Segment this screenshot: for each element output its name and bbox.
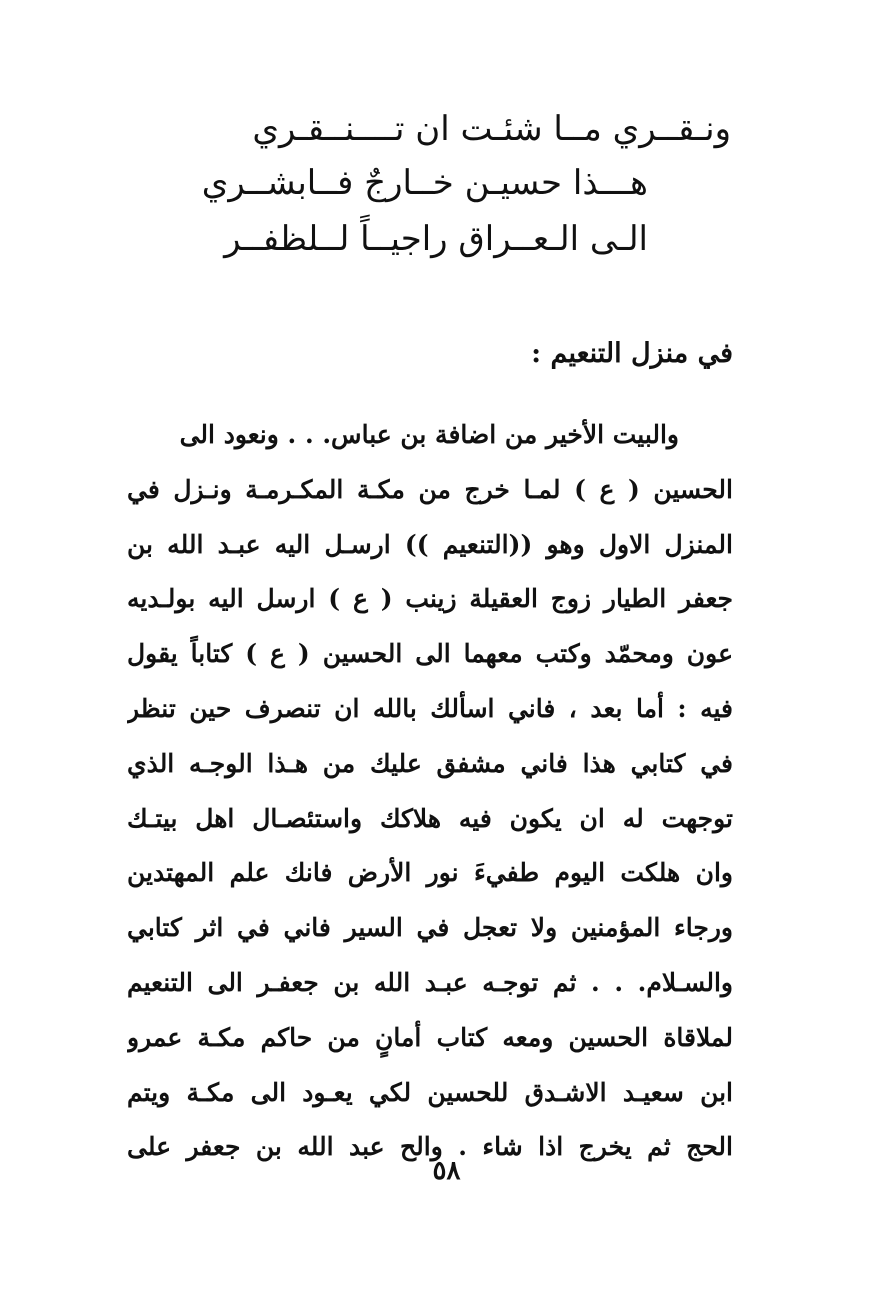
poem-line: الـى الـعــراق راجيــاً لــلظفــر — [224, 219, 648, 259]
body-text — [127, 408, 733, 1175]
body-line: عون ومحمّد وكتب معهما الى الحسين ( ع ) كتاباً يقول — [127, 639, 733, 669]
body-line: ورجاء المؤمنين ولا تعجل في السير فاني في اثر كتابي — [127, 913, 733, 943]
body-line: وان هلكت اليوم طفيءَ نور الأرض فانك علم المهتدين — [127, 858, 733, 888]
body-line: المنزل الاول وهو ((التنعيم )) ارسـل اليه عبـد الله بن — [127, 529, 733, 559]
poem-line: هـــذا حسيـن خــارجٌ فــابشــري — [201, 163, 648, 203]
page-number: ٥٨ — [432, 1156, 461, 1186]
body-line: فيه : أما بعد ، فاني اسألك بالله ان تنصرف حين تنظر — [127, 693, 733, 723]
poem-line: ونـقــري مــا شئـت ان تــــنــقـري — [252, 109, 731, 149]
body-line: جعفر الطيار زوج العقيلة زينب ( ع ) ارسل اليه بولـديه — [127, 584, 733, 614]
body-line: لملاقاة الحسين ومعه كتاب أمانٍ من حاكم مكـة عمرو — [127, 1022, 733, 1052]
body-line: ابن سعيـد الاشـدق للحسين لكي يعـود الى مكـة ويتم — [127, 1077, 733, 1107]
body-line: الحسين ( ع ) لمـا خرج من مكـة المكـرمـة ونـزل في — [127, 474, 733, 504]
body-line: والسـلام. . . ثم توجـه عبـد الله بن جعفـر الى التنعيم — [127, 967, 733, 997]
body-line: والبيت الأخير من اضافة بن عباس. . . ونعود الى — [179, 420, 679, 449]
body-line: الحج ثم يخرج اذا شاء . والح عبد الله بن جعفر على — [127, 1132, 733, 1162]
section-heading: في منزل التنعيم : — [531, 338, 733, 369]
body-line: في كتابي هذا فاني مشفق عليك من هـذا الوجـه الذي — [127, 748, 733, 778]
body-line: توجهت له ان يكون فيه هلاكك واستئصـال اهل بيتـك — [127, 803, 733, 833]
